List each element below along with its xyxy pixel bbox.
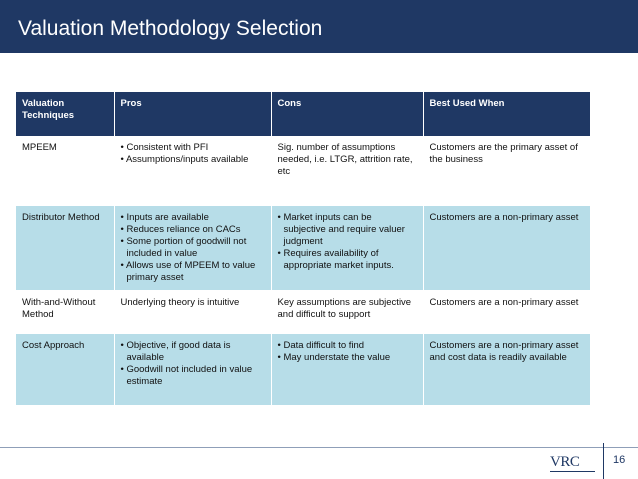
page-title: Valuation Methodology Selection xyxy=(18,17,323,40)
column-header-techniques: Valuation Techniques xyxy=(16,92,114,136)
cell-text: Customers are a non-primary asset xyxy=(429,211,579,223)
cell-text: With-and-Without Method xyxy=(22,296,96,320)
vrc-logo: VRC xyxy=(550,454,580,470)
cell-text: Customers are the primary asset of the business xyxy=(429,142,578,165)
bullet-item: • Assumptions/inputs available xyxy=(120,154,249,165)
table-row xyxy=(16,333,590,405)
cell-cons xyxy=(271,136,423,205)
page-number: 16 xyxy=(613,454,626,466)
cell-text: MPEEM xyxy=(22,142,57,153)
footer-divider xyxy=(0,447,638,448)
cell-pros xyxy=(114,205,271,290)
column-header-best-used-when: Best Used When xyxy=(423,92,590,136)
cell-best-used-when xyxy=(423,333,590,405)
cell-cons xyxy=(271,290,423,333)
bullet-item: • Requires availability of appropriate market inputs. xyxy=(277,247,394,271)
cell-best-used-when xyxy=(423,136,590,205)
cell-text: Cost Approach xyxy=(22,339,85,351)
cell-best-used-when xyxy=(423,290,590,333)
column-header-pros: Pros xyxy=(114,92,271,136)
bullet-item: • Inputs are available xyxy=(120,211,209,223)
bullet-item: • Allows use of MPEEM to value primary asset xyxy=(120,259,256,283)
cell-technique xyxy=(16,333,114,405)
cell-pros xyxy=(114,333,271,405)
table-header-row xyxy=(16,92,590,136)
cell-text: Distributor Method xyxy=(22,211,100,223)
cell-technique xyxy=(16,205,114,290)
bullet-item: • Consistent with PFI xyxy=(120,142,209,153)
logo-underline xyxy=(550,471,595,472)
cell-cons xyxy=(271,205,423,290)
methodology-table xyxy=(16,92,590,405)
column-header-cons: Cons xyxy=(271,92,423,136)
bullet-item: • May understate the value xyxy=(277,351,391,363)
cell-best-used-when xyxy=(423,205,590,290)
cell-text: Sig. number of assumptions needed, i.e. LTGR, attrition rate, etc xyxy=(277,142,413,177)
bullet-item: • Market inputs can be subjective and require valuer judgment xyxy=(277,211,405,247)
bullet-item: • Some portion of goodwill not included in value xyxy=(120,235,247,259)
bullet-item: • Reduces reliance on CACs xyxy=(120,223,241,235)
bullet-item: • Data difficult to find xyxy=(277,339,365,351)
cell-pros xyxy=(114,136,271,205)
title-bar xyxy=(0,0,638,53)
cell-cons xyxy=(271,333,423,405)
cell-technique xyxy=(16,290,114,333)
cell-text: Customers are a non-primary asset xyxy=(429,296,579,308)
cell-pros xyxy=(114,290,271,333)
table-row xyxy=(16,290,590,333)
bullet-item: • Goodwill not included in value estimate xyxy=(120,363,253,387)
table-row xyxy=(16,136,590,205)
cell-text: Customers are a non-primary asset and cost data is readily available xyxy=(429,339,579,363)
footer-vertical-divider xyxy=(603,443,604,479)
cell-text: Underlying theory is intuitive xyxy=(120,296,240,308)
cell-text: Key assumptions are subjective and difficult to support xyxy=(277,296,412,320)
cell-technique xyxy=(16,136,114,205)
bullet-item: • Objective, if good data is available xyxy=(120,339,231,363)
table-row xyxy=(16,205,590,290)
